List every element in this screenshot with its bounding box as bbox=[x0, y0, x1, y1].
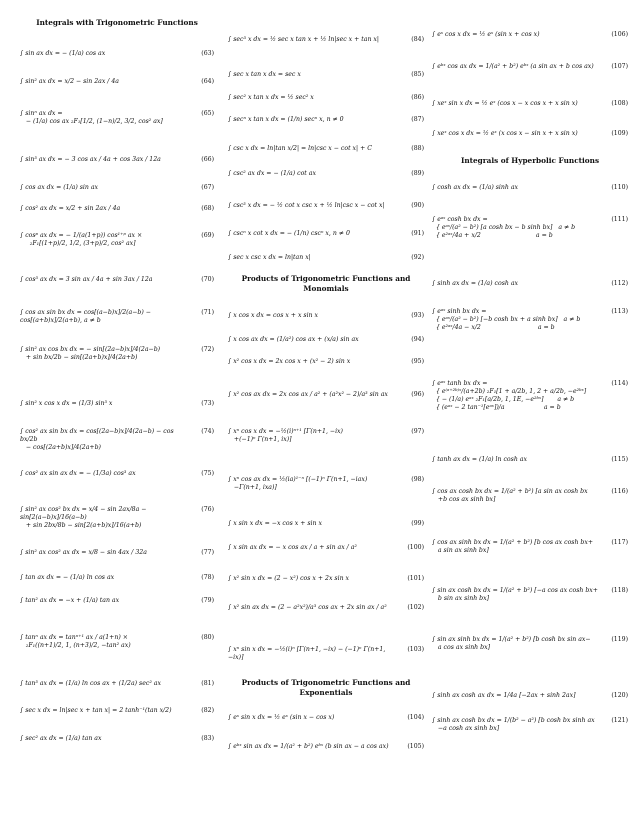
equation-formula: ∫ xⁿ sin x dx = −½(i)ⁿ [Γ(n+1, −ix) − (−1)ⁿ Γ(n+1, −ix)] bbox=[228, 646, 388, 661]
equation bbox=[20, 597, 214, 605]
equation-number: (84) bbox=[411, 36, 424, 43]
equation-formula: ∫ xeˣ cos x dx = ½ eˣ (x cos x − sin x + x sin x) bbox=[432, 130, 578, 137]
equation-number: (67) bbox=[201, 184, 214, 191]
equation bbox=[228, 604, 424, 612]
equation-number: (104) bbox=[407, 714, 424, 721]
equation-formula: ∫ cos³ ax dx = 3 sin ax / 4a + sin 3ax / 12a bbox=[20, 276, 153, 283]
equation bbox=[432, 31, 628, 39]
equation bbox=[20, 78, 214, 86]
equation-formula: ∫ x² cos ax dx = 2x cos ax / a² + (a²x² − 2)/a³ sin ax bbox=[228, 391, 388, 398]
equation bbox=[20, 50, 214, 58]
equation-formula: ∫ sinⁿ ax dx = − (1/a) cos ax ₂F₁[1/2, (1−n)/2, 3/2, cos² ax] bbox=[20, 110, 163, 125]
equation-number: (88) bbox=[411, 145, 424, 152]
equation-number: (77) bbox=[201, 549, 214, 556]
equation-formula: ∫ sinh ax cosh bx dx = 1/(b² − a²) [b cosh bx sinh ax −a cosh ax sinh bx] bbox=[432, 717, 595, 732]
equation bbox=[20, 156, 214, 164]
equation-number: (94) bbox=[411, 336, 424, 343]
equation bbox=[20, 346, 214, 362]
equation-formula: ∫ csc x dx = ln|tan x/2| = ln|csc x − cot x| + C bbox=[228, 145, 372, 152]
equation bbox=[432, 130, 628, 138]
section-heading: Products of Trigonometric Functions and Monomials bbox=[241, 274, 411, 293]
equation-formula: ∫ sec³ x dx = ½ sec x tan x + ½ ln|sec x + tan x| bbox=[228, 36, 379, 43]
equation bbox=[432, 587, 628, 603]
equation bbox=[20, 110, 214, 126]
equation-number: (65) bbox=[201, 110, 214, 117]
equation-number: (86) bbox=[411, 94, 424, 101]
equation-number: (74) bbox=[201, 428, 214, 435]
equation-number: (103) bbox=[407, 646, 424, 653]
equation-number: (69) bbox=[201, 232, 214, 239]
equation-formula: ∫ cos ax cosh bx dx = 1/(a² + b²) [a sin ax cosh bx +b cos ax sinh bx] bbox=[432, 488, 588, 503]
equation-number: (97) bbox=[411, 428, 424, 435]
equation bbox=[228, 476, 424, 492]
equation bbox=[228, 94, 424, 102]
equation-formula: ∫ sinh ax dx = (1/a) cosh ax bbox=[432, 280, 518, 287]
equation bbox=[20, 184, 214, 192]
equation-formula: ∫ cos² ax dx = x/2 + sin 2ax / 4a bbox=[20, 205, 121, 212]
equation bbox=[432, 280, 628, 288]
equation bbox=[228, 358, 424, 366]
section-heading: Integrals of Hyperbolic Functions bbox=[460, 156, 600, 165]
equation-formula: ∫ sin³ ax dx = − 3 cos ax / 4a + cos 3ax / 12a bbox=[20, 156, 161, 163]
equation-number: (68) bbox=[201, 205, 214, 212]
equation bbox=[20, 205, 214, 213]
equation bbox=[432, 63, 628, 71]
equation bbox=[20, 707, 214, 715]
equation-formula: ∫ eᵃˣ sinh bx dx = { eᵃˣ/(a² − b²) [−b cosh bx + a sinh bx] a ≠ b { e²ᵃˣ/4a − x/2 a = b bbox=[432, 308, 581, 331]
equation-number: (106) bbox=[611, 31, 628, 38]
equation bbox=[432, 308, 628, 332]
equation-number: (101) bbox=[407, 575, 424, 582]
section-heading: Products of Trigonometric Functions and Exponentials bbox=[241, 678, 411, 697]
equation-formula: ∫ eᵃˣ cosh bx dx = { eᵃˣ/(a² − b²) [a cosh bx − b sinh bx] a ≠ b { e²ᵃˣ/4a + x/2 a = b bbox=[432, 216, 576, 239]
equation-formula: ∫ sin² ax cos² ax dx = x/8 − sin 4ax / 32a bbox=[20, 549, 147, 556]
equation-formula: ∫ secⁿ x tan x dx = (1/n) secⁿ x, n ≠ 0 bbox=[228, 116, 344, 123]
equation bbox=[20, 400, 214, 408]
equation bbox=[20, 680, 214, 688]
equation-formula: ∫ sec x dx = ln|sec x + tan x| = 2 tanh⁻¹(tan x/2) bbox=[20, 707, 172, 714]
equation bbox=[228, 312, 424, 320]
equation-formula: ∫ cosh ax dx = (1/a) sinh ax bbox=[432, 184, 518, 191]
equation bbox=[432, 216, 628, 240]
equation-formula: ∫ csc² ax dx = − (1/a) cot ax bbox=[228, 170, 316, 177]
equation bbox=[432, 692, 628, 700]
equation bbox=[20, 276, 214, 284]
equation bbox=[432, 184, 628, 192]
equation-formula: ∫ sinh ax cosh ax dx = 1/4a [−2ax + sinh 2ax] bbox=[432, 692, 576, 699]
equation-formula: ∫ csc³ x dx = − ½ cot x csc x + ½ ln|csc x − cot x| bbox=[228, 202, 385, 209]
equation-number: (93) bbox=[411, 312, 424, 319]
equation-number: (118) bbox=[611, 587, 628, 594]
equation bbox=[228, 36, 424, 44]
equation bbox=[228, 646, 424, 662]
equation-formula: ∫ eᵃˣ tanh bx dx = { e⁽ᵃ⁺²ᵇ⁾ˣ/(a+2b) ₂F₁[1 + a/2b, 1, 2 + a/2b, −e²ᵇˣ] { − (1/a) eᵃˣ ₂F₁[a/2b, 1, 1E, −e²ᵇˣ] a ≠ b { (eᵃˣ − 2 tan⁻¹[eᵃˣ])/a a = b bbox=[432, 380, 587, 411]
equation bbox=[20, 309, 214, 325]
equation bbox=[432, 717, 628, 733]
equation bbox=[20, 428, 214, 452]
equation-formula: ∫ tan ax dx = − (1/a) ln cos ax bbox=[20, 574, 115, 581]
equation-formula: ∫ tanh ax dx = (1/a) ln cosh ax bbox=[432, 456, 527, 463]
equation-number: (107) bbox=[611, 63, 628, 70]
equation-formula: ∫ cosᵖ ax dx = − 1/(a(1+p)) cos¹⁺ᵖ ax × ₂F₁[(1+p)/2, 1/2, (3+p)/2, cos² ax] bbox=[20, 232, 143, 247]
equation-number: (70) bbox=[201, 276, 214, 283]
equation-formula: ∫ x² sin ax dx = (2 − a²x²)/a³ cos ax + 2x sin ax / a² bbox=[228, 604, 387, 611]
equation-number: (115) bbox=[611, 456, 628, 463]
equation-formula: ∫ tan² ax dx = −x + (1/a) tan ax bbox=[20, 597, 120, 604]
equation-formula: ∫ sin ax sinh bx dx = 1/(a² + b²) [b cosh bx sin ax− a cos ax sinh bx] bbox=[432, 636, 591, 651]
equation-number: (92) bbox=[411, 254, 424, 261]
equation-number: (111) bbox=[611, 216, 628, 223]
equation-formula: ∫ eᵇˣ sin ax dx = 1/(a² + b²) eᵇˣ (b sin ax − a cos ax) bbox=[228, 743, 389, 750]
equation-formula: ∫ x² sin x dx = (2 − x²) cos x + 2x sin x bbox=[228, 575, 350, 582]
equation-number: (98) bbox=[411, 476, 424, 483]
equation-number: (90) bbox=[411, 202, 424, 209]
equation-formula: ∫ tan³ ax dx = (1/a) ln cos ax + (1/2a) sec² ax bbox=[20, 680, 161, 687]
equation-number: (96) bbox=[411, 391, 424, 398]
equation bbox=[228, 71, 424, 79]
equation bbox=[228, 254, 424, 262]
equation bbox=[20, 574, 214, 582]
equation-number: (102) bbox=[407, 604, 424, 611]
equation-formula: ∫ cos ax dx = (1/a) sin ax bbox=[20, 184, 99, 191]
equation-number: (113) bbox=[611, 308, 628, 315]
equation-number: (121) bbox=[611, 717, 628, 724]
equation-number: (117) bbox=[611, 539, 628, 546]
equation bbox=[228, 202, 424, 210]
equation bbox=[432, 488, 628, 504]
equation-formula: ∫ x cos x dx = cos x + x sin x bbox=[228, 312, 318, 319]
equation-formula: ∫ tanⁿ ax dx = tanⁿ⁺¹ ax / a(1+n) × ₂F₁((n+1)/2, 1, (n+3)/2, −tan² ax) bbox=[20, 634, 131, 649]
equation-formula: ∫ sec x tan x dx = sec x bbox=[228, 71, 301, 78]
equation-formula: ∫ sin² ax cos bx dx = − sin[(2a−b)x]/4(2a−b) + sin bx/2b − sin[(2a+b)x]/4(2a+b) bbox=[20, 346, 161, 361]
equation bbox=[20, 549, 214, 557]
equation-number: (63) bbox=[201, 50, 214, 57]
equation-number: (75) bbox=[201, 470, 214, 477]
equation bbox=[20, 634, 214, 650]
equation-number: (108) bbox=[611, 100, 628, 107]
equation bbox=[228, 391, 424, 399]
equation bbox=[228, 170, 424, 178]
equation-number: (89) bbox=[411, 170, 424, 177]
equation bbox=[228, 336, 424, 344]
equation-number: (85) bbox=[411, 71, 424, 78]
equation-number: (105) bbox=[407, 743, 424, 750]
equation-number: (82) bbox=[201, 707, 214, 714]
equation-number: (81) bbox=[201, 680, 214, 687]
equation-number: (119) bbox=[611, 636, 628, 643]
equation-number: (110) bbox=[611, 184, 628, 191]
equation-number: (79) bbox=[201, 597, 214, 604]
equation-number: (83) bbox=[201, 735, 214, 742]
equation-number: (78) bbox=[201, 574, 214, 581]
equation bbox=[228, 714, 424, 722]
equation-number: (100) bbox=[407, 544, 424, 551]
equation bbox=[228, 544, 424, 552]
equation bbox=[432, 100, 628, 108]
equation bbox=[432, 636, 628, 652]
equation bbox=[20, 470, 214, 478]
equation bbox=[228, 230, 424, 238]
equation-formula: ∫ x sin x dx = −x cos x + sin x bbox=[228, 520, 322, 527]
equation-formula: ∫ x cos ax dx = (1/a²) cos ax + (x/a) sin ax bbox=[228, 336, 359, 343]
equation-formula: ∫ sec x csc x dx = ln|tan x| bbox=[228, 254, 311, 261]
section-heading: Integrals with Trigonometric Functions bbox=[36, 18, 198, 27]
equation-formula: ∫ sin² x cos x dx = (1/3) sin³ x bbox=[20, 400, 113, 407]
equation-formula: ∫ cscⁿ x cot x dx = − (1/n) cscⁿ x, n ≠ 0 bbox=[228, 230, 350, 237]
equation-formula: ∫ xeˣ sin x dx = ½ eˣ (cos x − x cos x + x sin x) bbox=[432, 100, 578, 107]
equation bbox=[228, 428, 424, 444]
equation-formula: ∫ x² cos x dx = 2x cos x + (x² − 2) sin x bbox=[228, 358, 351, 365]
equation-formula: ∫ sin ax cosh bx dx = 1/(a² + b²) [−a cos ax cosh bx+ b sin ax sinh bx] bbox=[432, 587, 598, 602]
equation-number: (95) bbox=[411, 358, 424, 365]
equation bbox=[20, 735, 214, 743]
equation-formula: ∫ cos ax sin bx dx = cos[(a−b)x]/2(a−b) − cos[(a+b)x]/2(a+b), a ≠ b bbox=[20, 309, 153, 324]
equation-formula: ∫ eˣ sin x dx = ½ eˣ (sin x − cos x) bbox=[228, 714, 335, 721]
equation-number: (71) bbox=[201, 309, 214, 316]
equation bbox=[432, 380, 628, 412]
equation-formula: ∫ sin ax dx = − (1/a) cos ax bbox=[20, 50, 106, 57]
equation-number: (114) bbox=[611, 380, 628, 387]
equation-formula: ∫ sec² ax dx = (1/a) tan ax bbox=[20, 735, 102, 742]
equation-formula: ∫ xⁿ cos x dx = −½(i)ⁿ⁺¹ [Γ(n+1, −ix) +(−1)ⁿ Γ(n+1, ix)] bbox=[228, 428, 343, 443]
equation-number: (87) bbox=[411, 116, 424, 123]
equation bbox=[228, 520, 424, 528]
equation bbox=[20, 232, 214, 248]
equation-formula: ∫ eᵇˣ cos ax dx = 1/(a² + b²) eᵇˣ (a sin ax + b cos ax) bbox=[432, 63, 594, 70]
equation-number: (99) bbox=[411, 520, 424, 527]
equation-number: (116) bbox=[611, 488, 628, 495]
equation bbox=[228, 743, 424, 751]
equation-formula: ∫ cos² ax sin ax dx = − (1/3a) cos³ ax bbox=[20, 470, 136, 477]
equation-formula: ∫ sec² x tan x dx = ½ sec² x bbox=[228, 94, 314, 101]
equation-formula: ∫ xⁿ cos ax dx = ½(ia)¹⁻ⁿ [(−1)ⁿ Γ(n+1, −iax) −Γ(n+1, ixa)] bbox=[228, 476, 368, 491]
equation bbox=[228, 575, 424, 583]
equation bbox=[228, 116, 424, 124]
equation-number: (91) bbox=[411, 230, 424, 237]
equation bbox=[228, 145, 424, 153]
equation-formula: ∫ x sin ax dx = − x cos ax / a + sin ax / a² bbox=[228, 544, 357, 551]
equation bbox=[432, 456, 628, 464]
equation-formula: ∫ cos ax sinh bx dx = 1/(a² + b²) [b cos ax cosh bx+ a sin ax sinh bx] bbox=[432, 539, 594, 554]
equation-number: (72) bbox=[201, 346, 214, 353]
equation-number: (73) bbox=[201, 400, 214, 407]
equation-number: (66) bbox=[201, 156, 214, 163]
equation-formula: ∫ sin² ax cos² bx dx = x/4 − sin 2ax/8a − sin[2(a−b)x]/16(a−b) + sin 2bx/8b − sin[2(a+b)x]/16(a+b) bbox=[20, 506, 147, 529]
equation bbox=[20, 506, 214, 530]
equation-number: (120) bbox=[611, 692, 628, 699]
equation-number: (80) bbox=[201, 634, 214, 641]
equation-formula: ∫ cos² ax sin bx dx = cos[(2a−b)x]/4(2a−b) − cos bx/2b − cos[(2a+b)x]/4(2a+b) bbox=[20, 428, 174, 451]
equation-formula: ∫ eˣ cos x dx = ½ eˣ (sin x + cos x) bbox=[432, 31, 540, 38]
equation-number: (109) bbox=[611, 130, 628, 137]
equation-formula: ∫ sin² ax dx = x/2 − sin 2ax / 4a bbox=[20, 78, 119, 85]
equation-number: (64) bbox=[201, 78, 214, 85]
equation-number: (112) bbox=[611, 280, 628, 287]
equation-number: (76) bbox=[201, 506, 214, 513]
equation bbox=[432, 539, 628, 555]
